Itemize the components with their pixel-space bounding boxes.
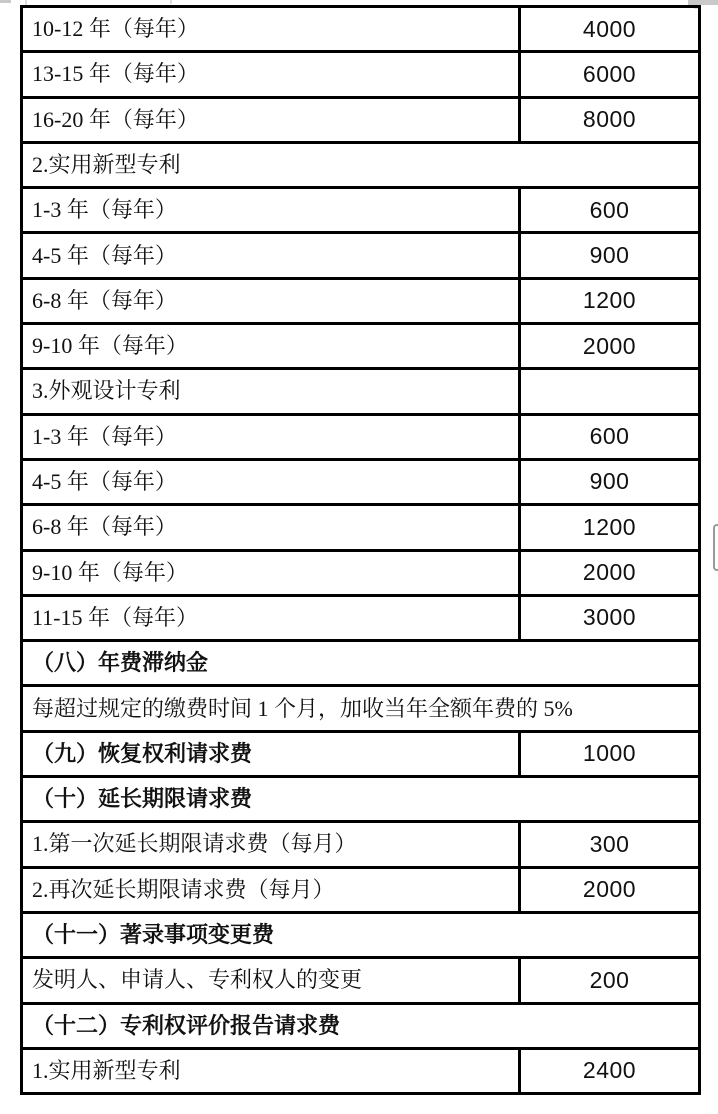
fee-value-cell: 2400 [520,1048,700,1093]
fee-row [22,97,700,142]
fee-label-cell: 6-8 年（每年） [22,278,520,323]
fee-value-cell: 300 [520,822,700,867]
fee-row [22,1048,700,1093]
fee-row [22,188,700,233]
fee-label-cell: 2.再次延长期限请求费（每月） [22,867,520,912]
page-edge-artifact-top-left [0,0,11,3]
note-cell: 每超过规定的缴费时间 1 个月，加收当年全额年费的 5% [22,686,700,731]
section-fee-row [22,731,700,776]
subsection-row [22,142,700,187]
note-row [22,686,700,731]
fee-row [22,414,700,459]
fee-value-cell: 600 [520,188,700,233]
fee-label-cell: 9-10 年（每年） [22,324,520,369]
fee-value-cell-empty [520,369,700,414]
page-edge-artifact-tick-2 [170,0,172,4]
fee-row [22,278,700,323]
fee-row [22,867,700,912]
section-header-cell: （十二）专利权评价报告请求费 [22,1003,700,1048]
fee-value-cell: 900 [520,459,700,504]
fee-label-cell: 1-3 年（每年） [22,414,520,459]
subsection-row [22,369,700,414]
fee-value-cell: 600 [520,414,700,459]
fee-value-cell: 2000 [520,867,700,912]
fee-value-cell: 4000 [520,7,700,52]
patent-fee-table [20,5,701,1095]
fee-row [22,822,700,867]
fee-value-cell: 900 [520,233,700,278]
fee-label-cell: 13-15 年（每年） [22,52,520,97]
fee-row [22,52,700,97]
fee-label-cell: 1-3 年（每年） [22,188,520,233]
fee-row [22,459,700,504]
section-header-row [22,912,700,957]
subsection-label-cell: 2.实用新型专利 [22,142,700,187]
section-header-cell: （八）年费滞纳金 [22,641,700,686]
section-header-row [22,641,700,686]
subsection-label-cell: 3.外观设计专利 [22,369,520,414]
fee-value-cell: 2000 [520,550,700,595]
fee-value-cell: 1000 [520,731,700,776]
section-header-row [22,777,700,822]
fee-value-cell: 8000 [520,97,700,142]
fee-row [22,550,700,595]
fee-value-cell: 2000 [520,324,700,369]
fee-label-cell: 16-20 年（每年） [22,97,520,142]
fee-label-cell: 11-15 年（每年） [22,595,520,640]
fee-row [22,958,700,1003]
section-header-cell: （十一）著录事项变更费 [22,912,700,957]
fee-label-cell: 发明人、申请人、专利权人的变更 [22,958,520,1003]
fee-row [22,7,700,52]
fee-label-cell: 10-12 年（每年） [22,7,520,52]
fee-row [22,324,700,369]
fee-label-cell: 1.实用新型专利 [22,1048,520,1093]
section-header-cell: （十）延长期限请求费 [22,777,700,822]
fee-label-cell: 1.第一次延长期限请求费（每月） [22,822,520,867]
fee-label-cell: 4-5 年（每年） [22,233,520,278]
fee-value-cell: 3000 [520,595,700,640]
fee-label-cell: 4-5 年（每年） [22,459,520,504]
fee-value-cell: 1200 [520,505,700,550]
fee-label-cell: 9-10 年（每年） [22,550,520,595]
section-header-row [22,1003,700,1048]
fee-row [22,595,700,640]
fee-value-cell: 200 [520,958,700,1003]
fee-value-cell: 6000 [520,52,700,97]
section-label-cell: （九）恢复权利请求费 [22,731,520,776]
fee-value-cell: 1200 [520,278,700,323]
fee-row [22,233,700,278]
scrollbar-thumb[interactable] [713,524,718,571]
fee-label-cell: 6-8 年（每年） [22,505,520,550]
fee-row [22,505,700,550]
